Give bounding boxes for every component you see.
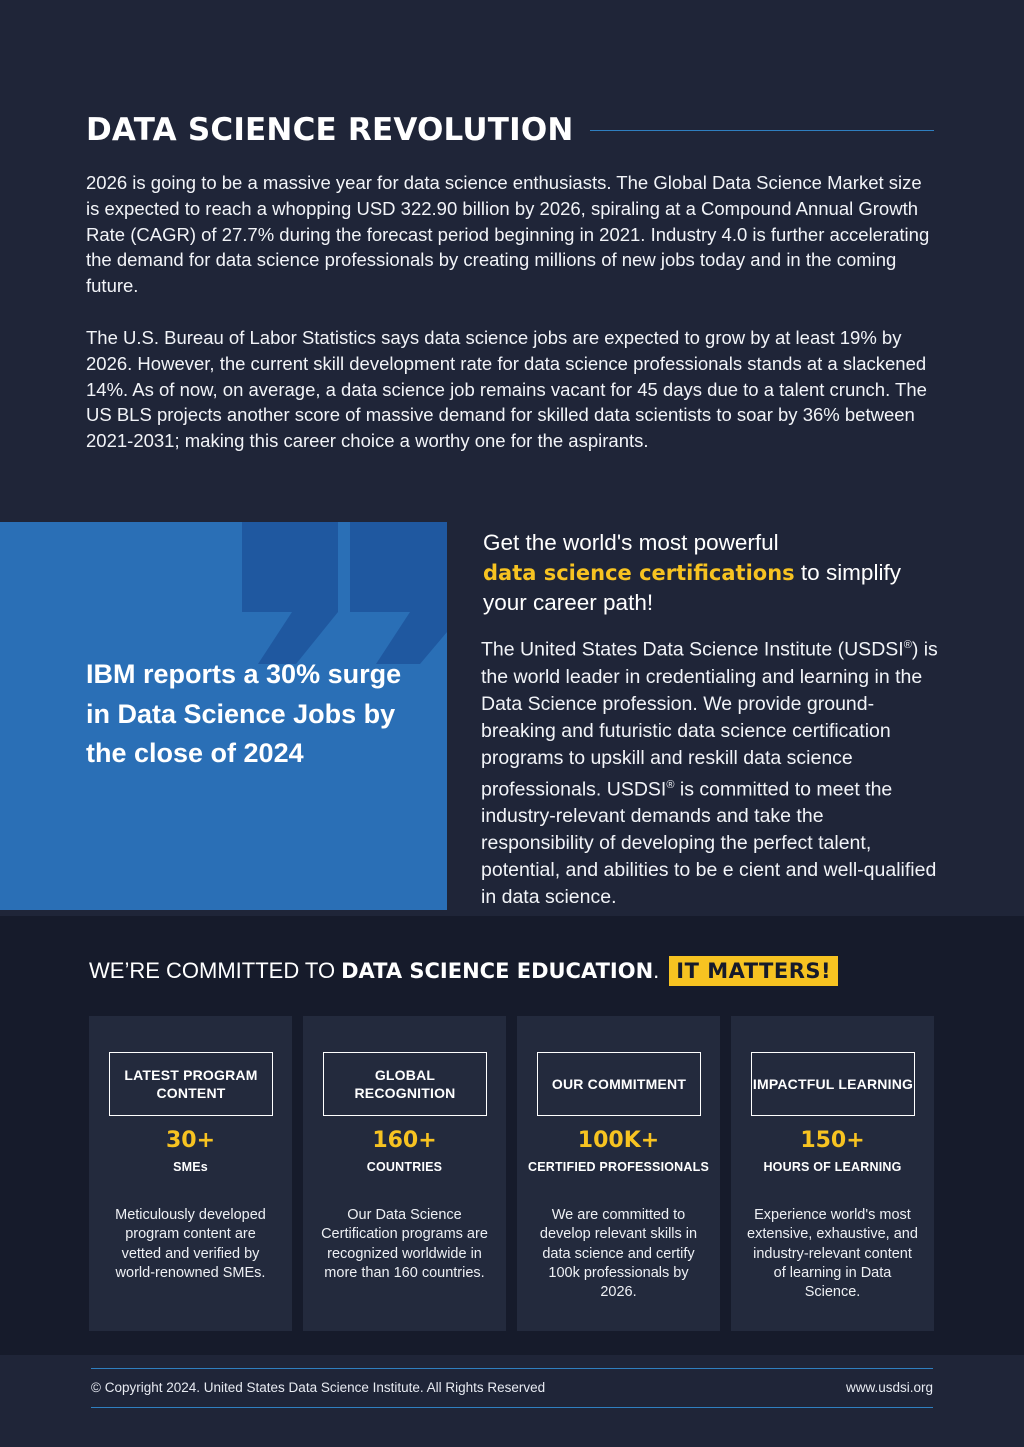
registered-mark: ®: [666, 778, 675, 791]
card-description: Experience world's most extensive, exhaustive, and industry-relevant content of learning in Data Science.: [747, 1207, 918, 1301]
website-link[interactable]: www.usdsi.org: [845, 1380, 933, 1395]
card-description: Meticulously developed program content are vetted and verified by world-renowned SMEs.: [115, 1207, 266, 1281]
card-number: 30+: [165, 1128, 216, 1153]
footer-divider-top: [91, 1368, 933, 1369]
card-label: IMPACTFUL LEARNING: [751, 1052, 915, 1116]
ibm-quote: IBM reports a 30% surge in Data Science Jobs by the close of 2024: [86, 659, 402, 768]
usdsi-text-2: ) is the world leader in credentialing and learning in the Data Science profession. We provide ground-breaking and futuristic data science certification programs to upskill and reskill data science professionals. USDSI: [481, 638, 938, 800]
card-number: 160+: [372, 1128, 437, 1153]
usdsi-text-1: The United States Data Science Institute (USDSI: [481, 638, 904, 661]
commitment-lead: WE’RE COMMITTED TO: [89, 958, 336, 983]
stat-card: [517, 1016, 720, 1331]
card-label: LATEST PROGRAM CONTENT: [109, 1052, 273, 1116]
stat-card: [89, 1016, 292, 1331]
card-number: 100K+: [577, 1128, 660, 1153]
usdsi-text-3: is committed to meet the industry-relevant demands and take the responsibility of developing the perfect talent, potential, and abilities to be e cient and well-qualified in data science.: [481, 778, 937, 908]
card-unit: CERTIFIED PROFESSIONALS: [527, 1160, 709, 1174]
card-number: 150+: [800, 1128, 865, 1153]
stat-card: [731, 1016, 934, 1331]
commitment-section: [0, 916, 1024, 1355]
card-label: OUR COMMITMENT: [537, 1052, 701, 1116]
usdsi-description: [481, 632, 941, 911]
registered-mark: ®: [903, 639, 912, 651]
quote-panel: [0, 522, 447, 910]
footer-divider-bottom: [91, 1407, 933, 1408]
intro-section: [0, 0, 1024, 522]
highlight-section: [0, 522, 1024, 916]
card-unit: HOURS OF LEARNING: [763, 1160, 902, 1174]
cta-highlight: data science certifications: [483, 560, 795, 585]
commitment-headline: [89, 956, 838, 986]
card-description: We are committed to develop relevant skills in data science and certify 100k professionals by 2026.: [539, 1207, 698, 1301]
page-title: DATA SCIENCE REVOLUTION: [86, 112, 574, 148]
commitment-dot: .: [653, 958, 660, 983]
footer: [0, 1355, 1024, 1447]
cta-suffix: to simplify your career path!: [483, 559, 901, 615]
stats-cards: [89, 1016, 934, 1331]
card-unit: SMEs: [173, 1160, 208, 1174]
heading-row: [86, 112, 934, 148]
copyright-text: © Copyright 2024. United States Data Science Institute. All Rights Reserved: [91, 1380, 546, 1395]
it-matters-badge: IT MATTERS!: [669, 956, 838, 986]
card-unit: COUNTRIES: [366, 1160, 443, 1174]
heading-divider: [590, 130, 934, 131]
intro-paragraph-2: The U.S. Bureau of Labor Statistics says data science jobs are expected to grow by at least 19% by 2026. However, the current skill development rate for data science professionals stands at a slackened 14%. As of now, on average, a data science job remains vacant for 45 days due to a talent crunch. The US BLS projects another score of massive demand for skilled data scientists to soar by 36% between 2021-2031; making this career choice a worthy one for the aspirants.: [86, 327, 927, 452]
intro-paragraph-1: 2026 is going to be a massive year for data science enthusiasts. The Global Data Science Market size is expected to reach a whopping USD 322.90 billion by 2026, spiraling at a Compound Annual Growth Rate (CAGR) of 27.7% during the forecast period beginning in 2021. Industry 4.0 is further accelerating the demand for data science professionals by creating millions of new jobs today and in the coming future.: [86, 172, 930, 297]
card-label: GLOBAL RECOGNITION: [323, 1052, 487, 1116]
certification-cta: [483, 528, 943, 618]
card-description: Our Data Science Certification programs are recognized worldwide in more than 160 countries.: [321, 1207, 488, 1281]
cta-prefix: Get the world's most powerful: [483, 530, 779, 555]
commitment-bold: DATA SCIENCE EDUCATION: [341, 959, 654, 983]
stat-card: [303, 1016, 506, 1331]
